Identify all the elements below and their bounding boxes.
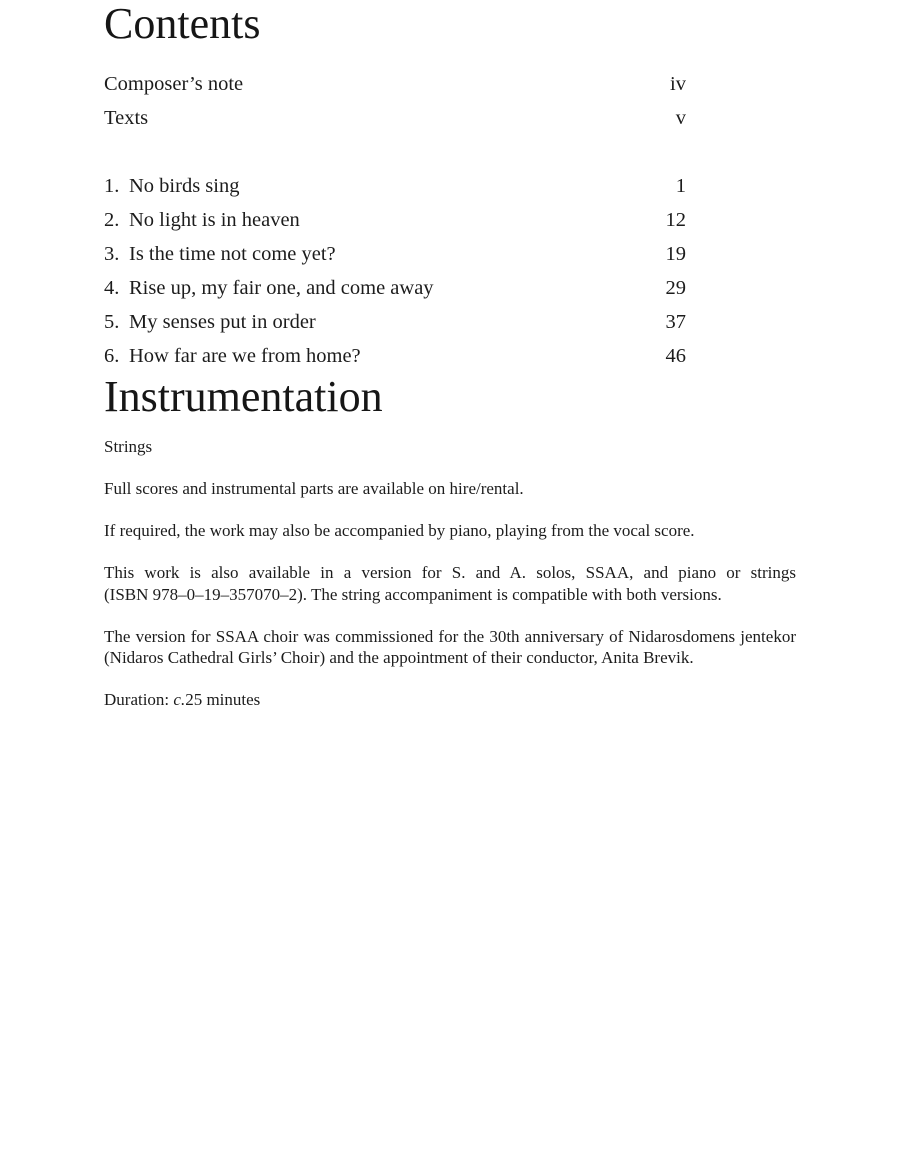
toc-entry-page: 19 (665, 243, 686, 265)
toc-entry-title: No light is in heaven (129, 209, 300, 231)
body-text: This work is also available in a version for S. and A. solos, SSAA, and piano or strings (104, 563, 796, 582)
body-text: If required, the work may also be accompanied by piano, playing from the vocal score. (104, 521, 695, 540)
toc-entry-number: 3. (104, 243, 120, 265)
duration-value: 25 minutes (185, 690, 261, 709)
duration-circa: c. (173, 690, 186, 709)
body-text: Full scores and instrumental parts are available on hire/rental. (104, 479, 524, 498)
ssaa-commission-paragraph (104, 626, 796, 669)
toc-entry-title: Is the time not come yet? (129, 243, 336, 265)
toc-entry-page: iv (670, 73, 686, 95)
toc-entry-number: 4. (104, 277, 120, 299)
toc-entry-page: 1 (675, 175, 686, 197)
toc-entry-title: Composer’s note (104, 73, 244, 95)
toc-entry-number: 1. (104, 175, 120, 197)
toc-row (104, 101, 686, 135)
body-text: (ISBN 978–0–19–357070–2). The string accompaniment is compatible with both versions. (104, 584, 722, 604)
duration-label: Duration: (104, 690, 174, 709)
contents-heading: Contents (104, 0, 261, 48)
instrumentation-strings-line (104, 436, 796, 458)
toc-row (104, 67, 686, 101)
contents-front-matter (104, 67, 686, 135)
duration-line (104, 689, 796, 711)
toc-entry-page: 37 (665, 311, 686, 333)
toc-row (104, 203, 686, 237)
alternate-version-paragraph (104, 562, 796, 605)
toc-entry-title: Texts (104, 107, 149, 129)
toc-row (104, 169, 686, 203)
toc-entry-page: 29 (665, 277, 686, 299)
contents-item-list (104, 169, 686, 373)
instrumentation-heading: Instrumentation (104, 372, 383, 421)
body-text: The version for SSAA choir was commissioned for the 30th anniversary of Nidarosdomens jentekor (104, 626, 796, 646)
toc-entry-number: 5. (104, 311, 120, 333)
toc-entry-page: v (675, 107, 686, 129)
toc-entry-title: Rise up, my fair one, and come away (129, 277, 434, 299)
toc-entry-title: My senses put in order (129, 311, 316, 333)
toc-row (104, 237, 686, 271)
toc-entry-title: How far are we from home? (129, 345, 361, 367)
toc-entry-page: 12 (665, 209, 686, 231)
toc-row (104, 271, 686, 305)
toc-row (104, 339, 686, 373)
body-text: (Nidaros Cathedral Girls’ Choir) and the appointment of their conductor, Anita Brevik. (104, 648, 694, 667)
piano-accompaniment-paragraph (104, 520, 796, 542)
page-content (104, 0, 796, 711)
toc-entry-number: 2. (104, 209, 120, 231)
toc-entry-title: No birds sing (129, 175, 240, 197)
toc-entry-number: 6. (104, 345, 120, 367)
toc-row (104, 305, 686, 339)
hire-rental-paragraph (104, 478, 796, 500)
toc-entry-page: 46 (665, 345, 686, 367)
body-text: Strings (104, 437, 153, 456)
